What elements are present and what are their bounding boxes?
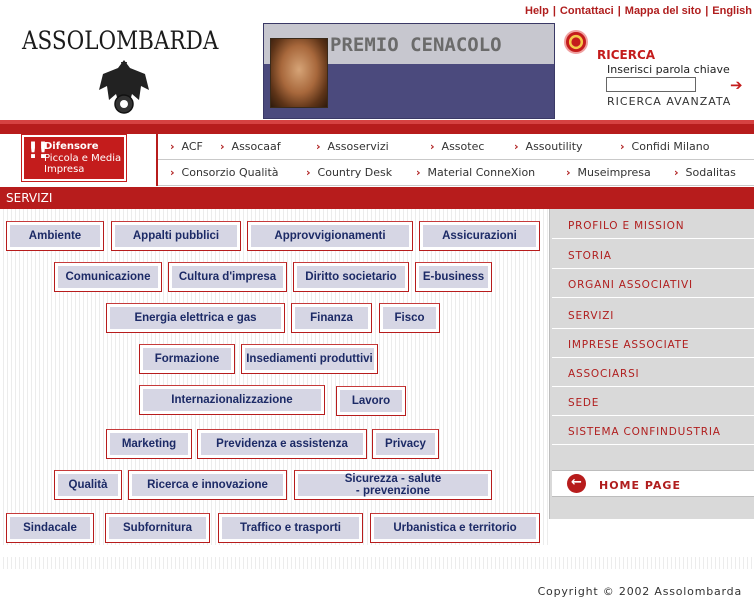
chevron-right-icon: › (566, 166, 571, 179)
service-button-lavoro[interactable]: Lavoro (336, 386, 406, 416)
side-menu-item-confindustria[interactable]: SISTEMA CONFINDUSTRIA (552, 418, 754, 445)
service-button-ambiente[interactable]: Ambiente (6, 221, 104, 251)
chevron-right-icon: › (220, 140, 225, 153)
chevron-right-icon: › (674, 166, 679, 179)
side-menu-item-sede[interactable]: SEDE (552, 389, 754, 416)
top-links: Help | Contattaci | Mappa del sito | English (525, 5, 752, 17)
section-title: SERVIZI (6, 191, 53, 205)
side-menu-item-associarsi[interactable]: ASSOCIARSI (552, 360, 754, 387)
service-button-comunicazione[interactable]: Comunicazione (54, 262, 162, 292)
search-lifebuoy-icon (564, 30, 588, 54)
eagle-logo-icon (97, 56, 151, 116)
service-button-formazione[interactable]: Formazione (139, 344, 235, 374)
nav-item-confidi[interactable]: › Confidi Milano (620, 140, 710, 153)
premio-cenacolo-banner[interactable] (263, 23, 555, 119)
service-button-diritto[interactable]: Diritto societario (293, 262, 409, 292)
chevron-right-icon: › (170, 166, 175, 179)
partner-nav (158, 134, 754, 186)
service-button-subfornitura[interactable]: Subfornitura (105, 513, 210, 543)
home-page-label[interactable]: HOME PAGE (599, 479, 681, 492)
service-button-privacy[interactable]: Privacy (372, 429, 439, 459)
service-button-assicurazioni[interactable]: Assicurazioni (419, 221, 540, 251)
back-arrow-icon[interactable]: ← (567, 474, 586, 493)
banner-title: PREMIO CENACOLO (330, 34, 502, 56)
nav-item-assocaaf[interactable]: › Assocaaf (220, 140, 281, 153)
english-link[interactable]: English (712, 5, 752, 17)
service-button-traffico[interactable]: Traffico e trasporti (218, 513, 363, 543)
exclamation-icon: !! (28, 139, 49, 164)
nav-row-2 (158, 160, 754, 186)
service-button-energia[interactable]: Energia elettrica e gas (106, 303, 285, 333)
chevron-right-icon: › (316, 140, 321, 153)
service-button-internazionalizzazione[interactable]: Internazionalizzazione (139, 385, 325, 415)
nav-item-assotec[interactable]: › Assotec (430, 140, 485, 153)
cenacolo-portrait-image (270, 38, 328, 108)
service-button-ricerca[interactable]: Ricerca e innovazione (128, 470, 287, 500)
contattaci-link[interactable]: Contattaci (559, 5, 614, 17)
nav-item-assoutility[interactable]: › Assoutility (514, 140, 583, 153)
search-input[interactable] (606, 77, 696, 92)
side-menu-item-servizi[interactable]: SERVIZI (552, 302, 754, 329)
difensore-line-3: Impresa (44, 164, 85, 175)
service-button-cultura[interactable]: Cultura d'impresa (168, 262, 287, 292)
nav-item-assoservizi[interactable]: › Assoservizi (316, 140, 389, 153)
chevron-right-icon: › (620, 140, 625, 153)
chevron-right-icon: › (514, 140, 519, 153)
service-button-previdenza[interactable]: Previdenza e assistenza (197, 429, 367, 459)
service-button-urbanistica[interactable]: Urbanistica e territorio (370, 513, 540, 543)
service-button-sicurezza[interactable]: Sicurezza - salute - prevenzione (294, 470, 492, 500)
service-button-appalti[interactable]: Appalti pubblici (111, 221, 241, 251)
search-title: RICERCA (597, 48, 656, 62)
chevron-right-icon: › (306, 166, 311, 179)
nav-item-museimpresa[interactable]: › Museimpresa (566, 166, 651, 179)
nav-item-country-desk[interactable]: › Country Desk (306, 166, 393, 179)
mappa-link[interactable]: Mappa del sito (624, 5, 702, 17)
side-menu-item-storia[interactable]: STORIA (552, 242, 754, 269)
service-button-ebusiness[interactable]: E-business (415, 262, 492, 292)
chevron-right-icon: › (416, 166, 421, 179)
difensore-line-1: Difensore (44, 141, 99, 152)
search-go-arrow-icon[interactable]: ➔ (730, 76, 743, 94)
service-button-approvvigionamenti[interactable]: Approvvigionamenti (247, 221, 413, 251)
service-button-qualita[interactable]: Qualità (54, 470, 122, 500)
search-label: Inserisci parola chiave (607, 63, 730, 76)
chevron-right-icon: › (170, 140, 175, 153)
service-button-finanza[interactable]: Finanza (291, 303, 372, 333)
difensore-line-2: Piccola e Media (44, 153, 122, 164)
service-button-fisco[interactable]: Fisco (379, 303, 440, 333)
help-link[interactable]: Help (525, 5, 549, 17)
logo[interactable]: ASSOLOMBARDA (22, 26, 219, 55)
nav-item-consorzio[interactable]: › Consorzio Qualità (170, 166, 279, 179)
section-title-bar (0, 187, 754, 209)
difensore-pmi-banner[interactable] (22, 135, 126, 181)
nav-item-sodalitas[interactable]: › Sodalitas (674, 166, 736, 179)
nav-item-acf[interactable]: › ACF (170, 140, 203, 153)
side-menu-item-profilo[interactable]: PROFILO E MISSION (552, 212, 754, 239)
header-red-bar-highlight (0, 120, 754, 124)
service-button-marketing[interactable]: Marketing (106, 429, 192, 459)
chevron-right-icon: › (430, 140, 435, 153)
nav-item-material-connexion[interactable]: › Material ConneXion (416, 166, 536, 179)
advanced-search-link[interactable]: RICERCA AVANZATA (607, 95, 732, 108)
copyright: Copyright © 2002 Assolombarda (537, 585, 742, 598)
service-button-sindacale[interactable]: Sindacale (6, 513, 94, 543)
side-menu-item-organi[interactable]: ORGANI ASSOCIATIVI (552, 271, 754, 298)
service-button-insediamenti[interactable]: Insediamenti produttivi (241, 344, 378, 374)
footer-stripe (0, 557, 754, 569)
nav-row-1 (158, 134, 754, 160)
side-menu-item-imprese[interactable]: IMPRESE ASSOCIATE (552, 331, 754, 358)
